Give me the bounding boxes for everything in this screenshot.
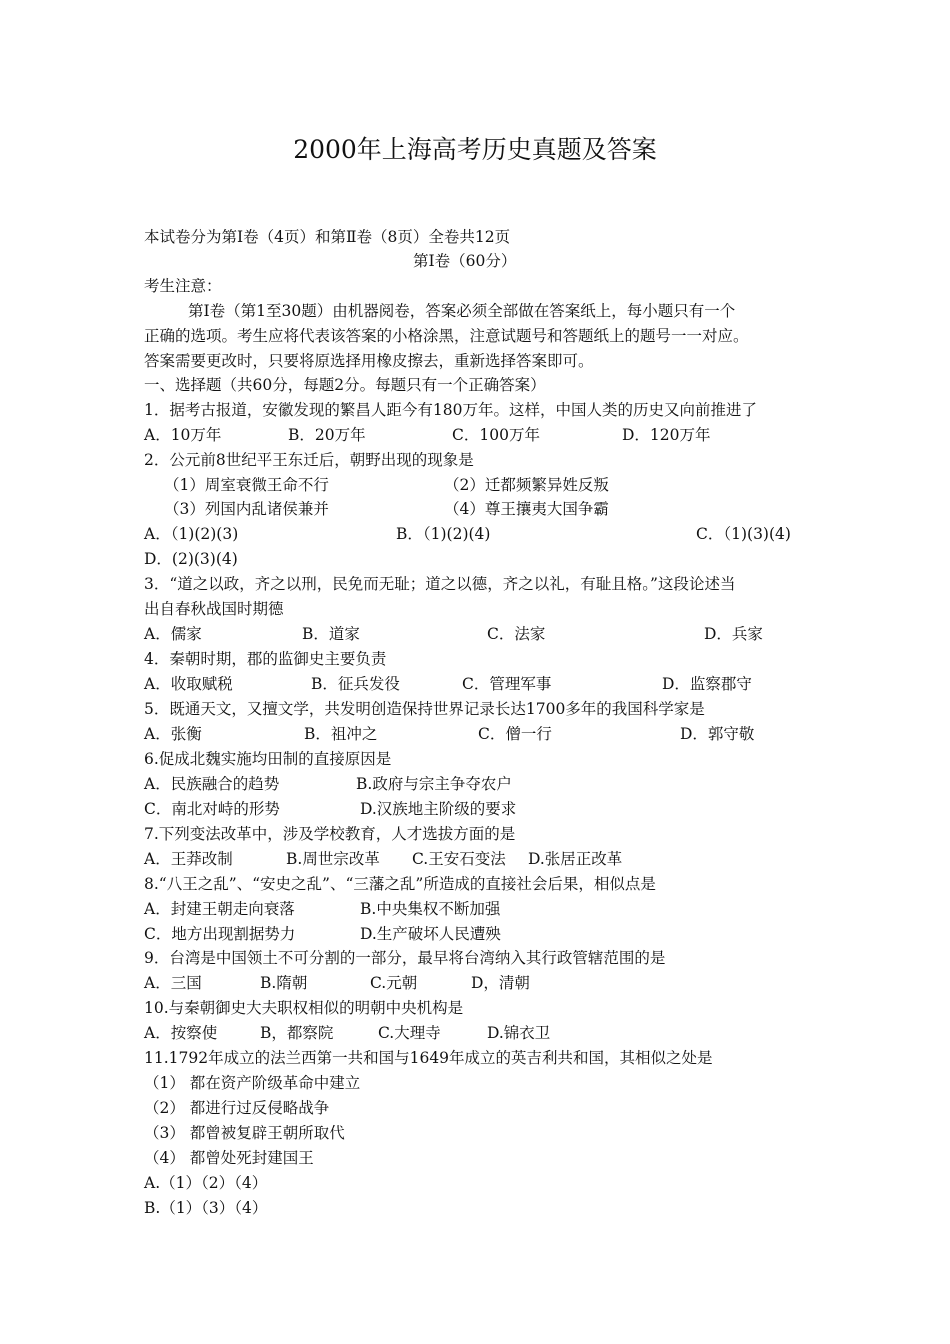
option: A．按察使: [144, 1024, 218, 1042]
option: C．僧一行: [478, 725, 552, 743]
option: C．南北对峙的形势: [144, 800, 280, 818]
option: A．封建王朝走向衰落: [144, 900, 295, 918]
paper-intro: 本试卷分为第Ⅰ卷（4页）和第Ⅱ卷（8页）全卷共12页: [144, 228, 511, 246]
option: A.（1）（2）（4）: [144, 1174, 268, 1192]
option: A．收取赋税: [144, 675, 233, 693]
option: B.隋朝: [260, 974, 308, 992]
option: B.政府与宗主争夺农户: [356, 775, 512, 793]
question-stem: 3．“道之以政，齐之以刑，民免而无耻；道之以德，齐之以礼，有耻且格。”这段论述当: [144, 575, 736, 593]
document-title: 2000年上海高考历史真题及答案: [293, 135, 657, 164]
list-item: （3）列国内乱诸侯兼并: [164, 500, 329, 518]
option: C.元朝: [370, 974, 418, 992]
question-stem: 6.促成北魏实施均田制的直接原因是: [144, 750, 392, 768]
list-item: （3） 都曾被复辟王朝所取代: [144, 1124, 345, 1142]
option: B.（1）（3）（4）: [144, 1199, 268, 1217]
question-stem: 11.1792年成立的法兰西第一共和国与1649年成立的英吉利共和国，其相似之处是: [144, 1049, 713, 1067]
question-stem: 4．秦朝时期，郡的监御史主要负责: [144, 650, 387, 668]
option: B．征兵发役: [311, 675, 400, 693]
question-stem: 2．公元前8世纪平王东迁后，朝野出现的现象是: [144, 451, 474, 469]
option: D，清朝: [471, 974, 530, 992]
option: B．道家: [302, 625, 360, 643]
question-stem: 5．既通天文，又擅文学，共发明创造保持世界记录长达1700多年的我国科学家是: [144, 700, 705, 718]
option: A．张衡: [144, 725, 202, 743]
option: A．（1)(2)(3): [144, 525, 239, 543]
option: C.大理寺: [378, 1024, 441, 1042]
list-item: （4） 都曾处死封建国王: [144, 1149, 314, 1167]
notice-line: 第Ⅰ卷（第1至30题）由机器阅卷，答案必须全部做在答案纸上，每小题只有一个: [188, 302, 736, 320]
part1-title: 第Ⅰ卷（60分）: [413, 252, 517, 270]
option: D．监察郡守: [662, 675, 752, 693]
option: B．（1)(2)(4): [396, 525, 491, 543]
question-stem: 1．据考古报道，安徽发现的繁昌人距今有180万年。这样，中国人类的历史又向前推进了: [144, 401, 757, 419]
question-stem: 出自春秋战国时期德: [144, 600, 284, 618]
question-stem: 9．台湾是中国领土不可分割的一部分，最早将台湾纳入其行政管辖范围的是: [144, 949, 666, 967]
notice-line: 答案需要更改时，只要将原选择用橡皮擦去，重新选择答案即可。: [144, 352, 594, 370]
option: C．（1)(3)(4): [696, 525, 791, 543]
option: C．管理军事: [462, 675, 552, 693]
option: D.张居正改革: [528, 850, 623, 868]
option: A．10万年: [144, 426, 222, 444]
option: D.汉族地主阶级的要求: [360, 800, 517, 818]
option: C.王安石变法: [412, 850, 506, 868]
list-item: （1）周室衰微王命不行: [164, 476, 329, 494]
option: D.锦衣卫: [487, 1024, 551, 1042]
list-item: （4）尊王攘夷大国争霸: [444, 500, 609, 518]
question-stem: 8.“八王之乱”、“安史之乱”、“三藩之乱”所造成的直接社会后果，相似点是: [144, 875, 656, 893]
question-stem: 10.与秦朝御史大夫职权相似的明朝中央机构是: [144, 999, 464, 1017]
option: D．120万年: [622, 426, 711, 444]
section-head: 一、选择题（共60分，每题2分。每题只有一个正确答案）: [144, 376, 546, 394]
list-item: （2）迁都频繁异姓反叛: [444, 476, 609, 494]
option: B.周世宗改革: [286, 850, 380, 868]
option: D．兵家: [704, 625, 763, 643]
notice-head: 考生注意：: [144, 277, 222, 295]
option: C．100万年: [452, 426, 540, 444]
option: C．地方出现割据势力: [144, 925, 296, 943]
list-item: （2） 都进行过反侵略战争: [144, 1099, 330, 1117]
option: A．三国: [144, 974, 202, 992]
option: C．法家: [487, 625, 546, 643]
option: D．(2)(3)(4): [144, 550, 238, 568]
notice-line: 正确的选项。考生应将代表该答案的小格涂黑，注意试题号和答题纸上的题号一一对应。: [144, 327, 749, 345]
option: B．20万年: [288, 426, 366, 444]
option: D．郭守敬: [680, 725, 755, 743]
question-stem: 7.下列变法改革中，涉及学校教育，人才选拔方面的是: [144, 825, 516, 843]
option: B．祖冲之: [304, 725, 378, 743]
list-item: （1） 都在资产阶级革命中建立: [144, 1074, 361, 1092]
option: A．儒家: [144, 625, 202, 643]
option: A．王莽改制: [144, 850, 233, 868]
option: B.中央集权不断加强: [360, 900, 501, 918]
option: A．民族融合的趋势: [144, 775, 280, 793]
option: D.生产破坏人民遭殃: [360, 925, 501, 943]
option: B，都察院: [260, 1024, 334, 1042]
